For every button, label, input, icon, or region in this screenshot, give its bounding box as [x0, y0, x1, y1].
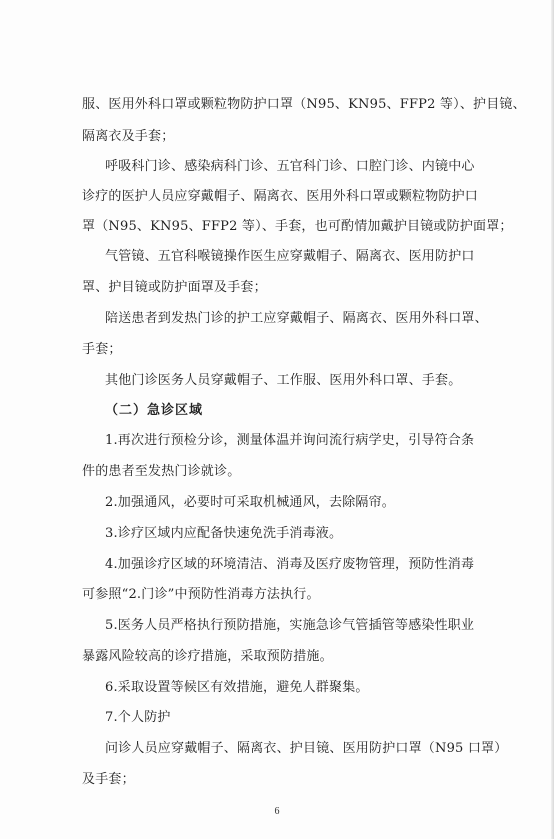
text-line-9: 手套； — [82, 342, 122, 357]
text-line-13: 件的患者至发热门诊就诊。 — [82, 464, 241, 479]
subsection-heading-personal-protection: 7.个人防护 — [105, 710, 171, 725]
text-line-7: 罩、护目镜或防护面罩及手套； — [82, 280, 267, 295]
text-line-23: 及手套； — [82, 772, 135, 787]
text-line-18: 5.医务人员严格执行预防措施，实施急诊气管插管等感染性职业 — [105, 618, 475, 633]
text-line-2: 隔离衣及手套； — [82, 129, 175, 144]
text-line-3: 呼吸科门诊、感染病科门诊、五官科门诊、口腔门诊、内镜中心 — [105, 159, 475, 174]
section-heading-emergency: （二）急诊区域 — [105, 403, 204, 418]
text-line-10: 其他门诊医务人员穿戴帽子、工作服、医用外科口罩、手套。 — [105, 373, 462, 388]
text-line-14: 2.加强通风，必要时可采取机械通风，去除隔帘。 — [105, 495, 396, 510]
text-line-5: 罩（N95、KN95、FFP2 等）、手套，也可酌情加戴护目镜或防护面罩； — [82, 219, 513, 234]
text-line-16: 4.加强诊疗区域的环境清洁、消毒及医疗废物管理，预防性消毒 — [105, 557, 475, 572]
text-line-8: 陪送患者到发热门诊的护工应穿戴帽子、隔离衣、医用外科口罩、 — [105, 311, 488, 326]
text-line-17: 可参照“2.门诊”中预防性消毒方法执行。 — [82, 587, 320, 602]
text-line-15: 3.诊疗区域内应配备快速免洗手消毒液。 — [105, 526, 343, 541]
text-line-12: 1.再次进行预检分诊，测量体温并询问流行病学史，引导符合条 — [105, 433, 475, 448]
text-line-6: 气管镜、五官科喉镜操作医生应穿戴帽子、隔离衣、医用防护口 — [105, 249, 475, 264]
text-line-4: 诊疗的医护人员应穿戴帽子、隔离衣、医用外科口罩或颗粒物防护口 — [82, 189, 479, 204]
text-line-22: 问诊人员应穿戴帽子、隔离衣、护目镜、医用防护口罩（N95 口罩） — [105, 741, 508, 756]
text-line-20: 6.采取设置等候区有效措施，避免人群聚集。 — [105, 680, 369, 695]
text-line-19: 暴露风险较高的诊疗措施，采取预防措施。 — [82, 649, 333, 664]
text-line-1: 服、医用外科口罩或颗粒物防护口罩（N95、KN95、FFP2 等）、护目镜、 — [82, 97, 526, 112]
page-number: 6 — [274, 806, 280, 817]
